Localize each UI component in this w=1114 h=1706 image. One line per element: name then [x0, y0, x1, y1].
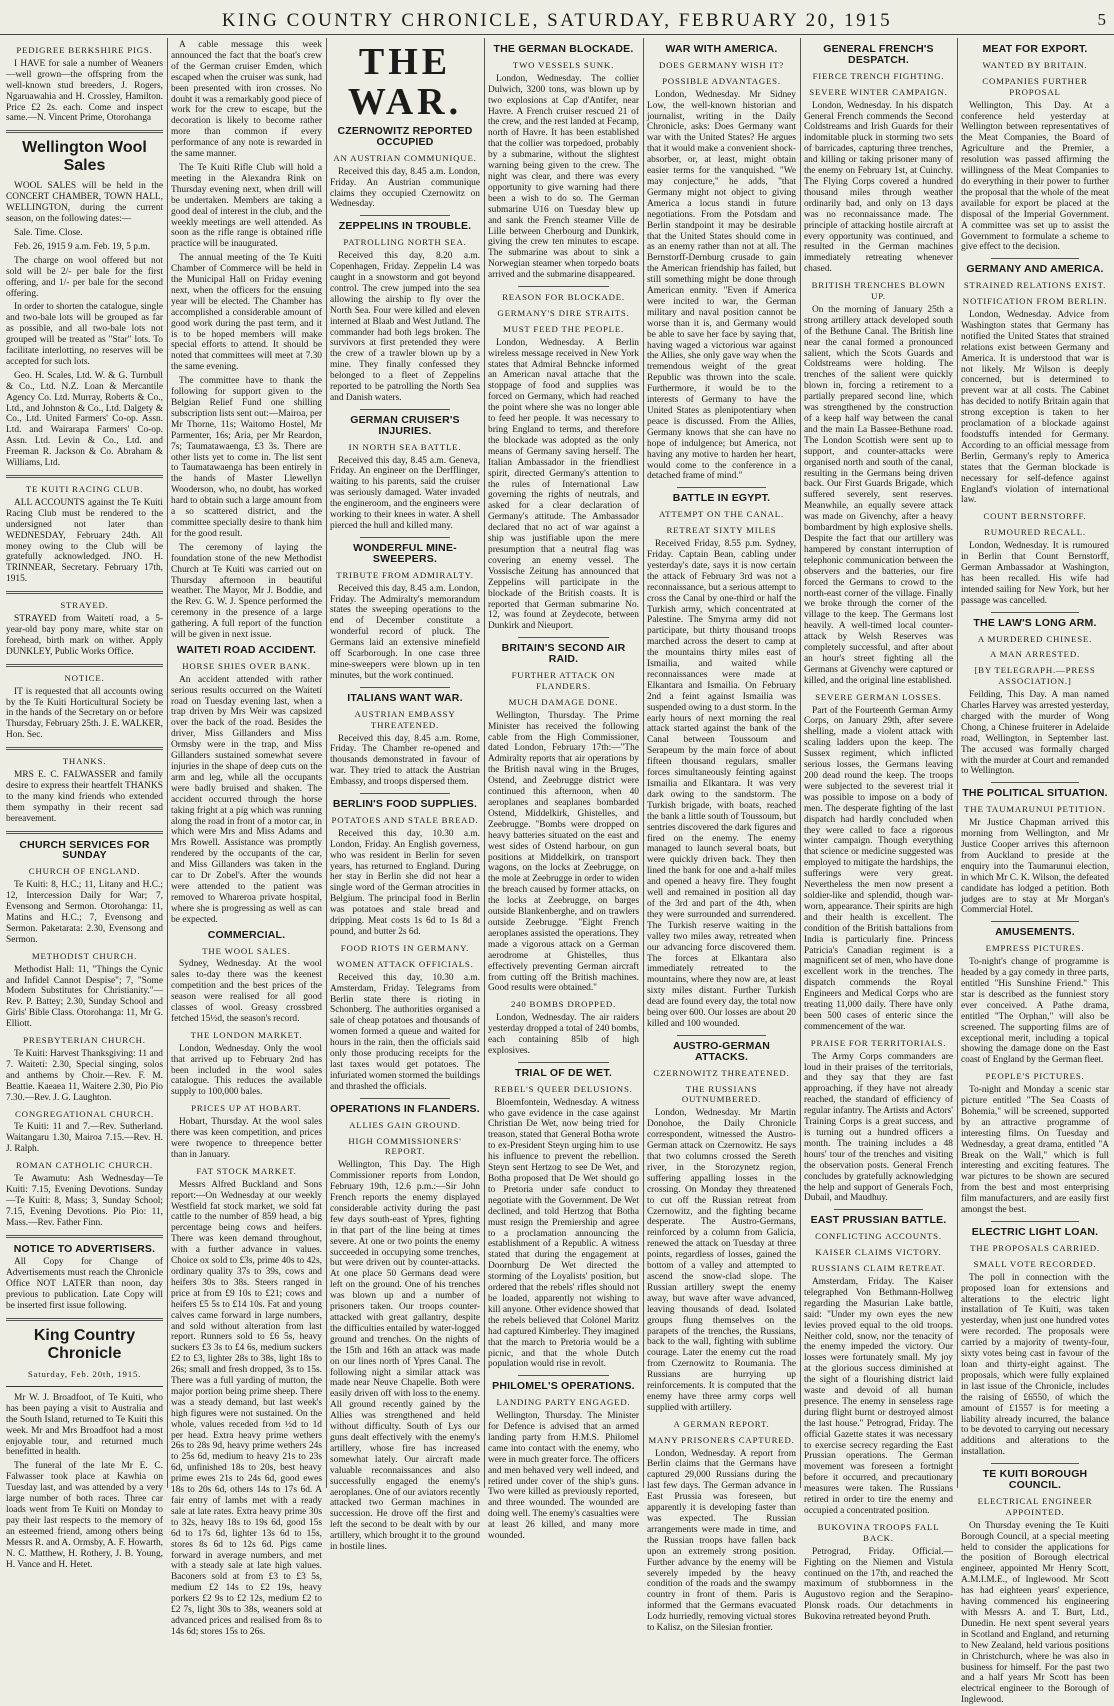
divider — [6, 1386, 163, 1387]
heading-thanks: THANKS. — [62, 756, 107, 767]
food-riots-text: Received this day, 10.30 a.m. Amsterdam, Friday. Telegrams from Berlin state there is rioting in Schonberg. The authorities organised a sale of cheap potatoes and thousands of women formed a queue and waited for hours in the rain, then the officials said only those producing receipts for the last taxes would get potatoes. The infuriated women stormed the buildings and thrashed the officials. — [330, 972, 480, 1092]
subheading-wanted-britain: WANTED BY BRITAIN. — [982, 59, 1088, 70]
political-text: Mr Justice Chapman arrived this morning from Wellington, and Mr Justice Cooper arrives this afternoon from Auckland to preside at the enquiry into the Taumarunui election, in which Mr C. K. Wilson, the defeated candidate has lodged a petition. Both judges are to stay at Mr Morgan's Commercial Hotel. — [961, 818, 1109, 916]
subheading-small-vote: SMALL VOTE RECORDED. — [973, 1258, 1097, 1269]
heading-flanders: OPERATIONS IN FLANDERS. — [330, 1102, 480, 1115]
wool-catalogue: In order to shorten the catalogue, single and two-bale lots will be grouped as far as possible, and all two-bale lots not grouped will be treated as "Star" lots. To facilitate interlotting, no reserves will be accepted for such lots. — [6, 302, 163, 367]
subheading-notification: NOTIFICATION FROM BERLIN. — [962, 296, 1108, 307]
subheading-carried: THE PROPOSALS CARRIED. — [970, 1242, 1100, 1253]
subheading-embassy: AUSTRIAN EMBASSY THREATENED. — [354, 708, 456, 730]
divider — [6, 1235, 163, 1238]
subheading-wool-sales: THE WOOL SALES. — [202, 945, 291, 956]
subheading-kaiser-claims: KAISER CLAIMS VICTORY. — [815, 1247, 942, 1258]
divider — [991, 1221, 1079, 1222]
heading-blockade: THE GERMAN BLOCKADE. — [493, 43, 634, 55]
divider — [360, 537, 450, 538]
french-despatch-text: London, Wednesday. In his dispatch General French commends the Second Coldstreams and Irish Guards for their indomitable pluck in storming two sets of barricades, capturing three trenches, and killing or taking prisoner many of the enemy on February 1st, at Cuinchy. The Flying Corps covered a hundred thousand miles through weather ordinarily bad, and only on 13 days was no reconnaissance made. The principle of attacking hostile aircraft at every opportunity was continued, and resulted in the German machines immediately retreating whenever chased. — [804, 100, 953, 275]
borough-council-text: On Thursday evening the Te Kuiti Borough Council, at a special meeting held to consider the applications for the position of Borough electrical engineer, appointed Mr Henry Scott, A.M.I.M.E., of Inglewood. Mr Scott has had eighteen years' experience, having commenced his engineering with Messrs A. and T. Burt, Ltd., Dunedin. He next spent several years in Scotland and England, and returning to New Zealand, held various positions in Christchurch, where he was also in business for himself. For the past two and a half years Mr Scott has been electrical engineer to the Borough of Inglewood. — [961, 1520, 1109, 1706]
divider — [6, 475, 163, 478]
subheading-advantages: POSSIBLE ADVANTAGES. — [662, 75, 781, 86]
divider — [6, 591, 163, 594]
subheading-catholic: ROMAN CATHOLIC CHURCH. — [15, 1160, 154, 1171]
column-rule — [484, 38, 485, 1488]
subheading-bukovina: BUKOVINA TROOPS FALL BACK. — [817, 1521, 940, 1543]
subheading-two-vessels: TWO VESSELS SUNK. — [512, 59, 615, 70]
sale-table-row: Feb. 26, 1915 9 a.m. Feb. 19, 5 p.m. — [14, 241, 150, 252]
germany-america-text: London, Wednesday. Advice from Washington states that Germany has notified the United States that strained relations exist between Germany and America. It is understood that war is not likely. Mr Wilson is deeply concerned, but is determined to prevent war at all costs. The Cabinet has decided to notify Britain again that strong exception is taken to her proclamation of a blockade against foodstuffs intended for Germany. According to an official message from Berlin, Germany's reply to America states that the German blockade is necessary for self-defence against England's violation of international law. — [961, 310, 1109, 506]
subheading-telegraph: [BY TELEGRAPH.—PRESS ASSOCIATION.] — [974, 665, 1096, 687]
heading-egypt: BATTLE IN EGYPT. — [672, 492, 771, 505]
column-7 — [961, 40, 1109, 1706]
subheading-bernstorff: COUNT BERNSTORFF. — [983, 511, 1087, 522]
heading-electric-loan: ELECTRIC LIGHT LOAN. — [971, 1226, 1099, 1238]
divider — [6, 747, 163, 750]
trenches-blown-text: On the morning of January 25th a strong artillery attack developed south of the Bethune Canal. The British line near the canal formed a pronounced salient, which the Scots Guards and Coldstreams were holding. The trenches of the salient were quickly blown in, forcing a retirement to a partially prepared second line, which was strengthened by the construction of a keep half way between the canal and the main La Bassee-Bethune road. The London Scottish were sent up to support, and counter-attacks were organised north and south of the canal, resulting in the Germans being driven back. Our First Guards Brigade, which suffered severely, sent reserves. Meanwhile, an equally severe attack was made on Givenchy, after a heavy bombardment by high explosive shells. Despite the fact that our artillery was hampered by constant interruption of telephonic communication between the observers and the batteries, our fire forced the Germans to crowd to the north-east corner of the village. Finally we broke through the corner of the village to the keep. The Germans lost heavily. A well-timed local counter-attack by Welsh Reserves was completely successful, and after about an hour's street fighting all the Germans at Givenchy were captured or killed, and the original line established. — [804, 304, 953, 686]
flanders-text: Wellington, This Day. The High Commissioner reports from London, February 19th, 12.6 p.m.:—Sir John French reports the enemy displayed considerable activity during the past few days south-east of Ypres, fighting in that part of the line being at times severe. At one or two points the enemy succeeded in occupying some trenches, but were driven out by counter-attacks. At one place 50 Germans dead were left on the ground. One of his trenches was blown up and a number of prisoners taken. Our troops counter-attacked with great gallantry, despite the difficulties entailed by water-logged ground and trenches. On the nights of the 15th and 16th an attack was made on our lines north of Ypres Canal. The following night a similar attack was made near Neuve Chapelle. Both were easily driven off with loss to the enemy. All ground recently gained by the Allies was strengthened and held without difficulty. South of Lys our guns dealt effectively with the enemy's artillery, whose fire has increased somewhat lately. Our aircraft made valuable reconnaissances and also successfully engaged the enemy's aeroplanes. One of our aviators recently attacked two German machines in succession. He drove off the first and left the second to be dealt with by our artillery, which brought it to the ground in hostile lines. — [330, 1160, 480, 1553]
congregational-text: Te Kuiti: 11 and 7.—Rev. Sutherland. Waitangaru 1.30, Mairoa 7.15.—Rev. H. J. Ralph. — [6, 1122, 163, 1155]
subheading-murdered: A MURDERED CHINESE. — [977, 633, 1093, 644]
subheading-bombs: 240 BOMBS DROPPED. — [510, 999, 617, 1010]
ad-wool-sales: WOOL SALES will be held in the CONCERT CHAMBER, TOWN HALL, WELLINGTON, during the current season, on the following dates:— — [6, 181, 163, 225]
divider — [677, 487, 766, 488]
divider — [834, 1209, 923, 1210]
subheading-admiralty: TRIBUTE FROM ADMIRALTY. — [336, 569, 474, 580]
heading-laws-arm: THE LAW'S LONG ARM. — [973, 616, 1097, 629]
subheading-territorials: PRAISE FOR TERRITORIALS. — [810, 1037, 947, 1048]
heading-czernowitz: CZERNOWITZ REPORTED OCCUPIED — [337, 125, 473, 148]
subheading-methodist: METHODIST CHURCH. — [31, 950, 138, 961]
divider — [360, 215, 450, 216]
local-funeral: The funeral of the late Mr E. C. Falwasser took place at Kawhia on Tuesday last, and was attended by a very large number of both races. Three car loads went from Te Kuiti on Monday to pay their last respects to the memory of an esteemed friend, among others being Messrs R. and A. Ormsby, A. F. Howarth, N. C. Matthew, H. Rothery, J. B. Young, H. Vance and H. Hetet. — [6, 1461, 163, 1570]
subheading-russians-claim: RUSSIANS CLAIM RETREAT. — [811, 1263, 946, 1274]
subheading-companies: COMPANIES FURTHER PROPOSAL — [982, 75, 1088, 97]
column-rule — [957, 38, 958, 1488]
page-number: 5 — [1097, 10, 1106, 29]
subheading-dire-straits: GERMANY'S DIRE STRAITS. — [497, 307, 630, 318]
heading-borough-council: TE KUITI BOROUGH COUNCIL. — [982, 1468, 1088, 1492]
divider — [518, 1375, 609, 1376]
divider — [6, 831, 163, 834]
subheading-strained: STRAINED RELATIONS EXIST. — [963, 280, 1107, 291]
subheading-wish-it: DOES GERMANY WISH IT? — [658, 59, 785, 70]
heading-mine-sweepers: WONDERFUL MINE-SWEEPERS. — [353, 541, 457, 565]
blockade-text: London, Wednesday. The collier Dulwich, 3200 tons, was blown up by two explosions at Cap d'Antifer, near Havre. A French cruiser rescued 21 of the crew, and the rest landed at Fecamp, north of Havre. It has been established that the collier was torpedoed, probably by a submarine, without the slightest warning being given to the crew. The night was clear, and there was every opportunity to give warning had there been a wish to do so. The German submarine U16 on Tuesday blew up and sank the French steamer Ville de Lille between Cherbourg and Dunkirk, giving the crew ten minutes to escape. The submarine was about to sink a Norwegian steamer when torpedo boats arrived and the submarine disappeared. — [488, 73, 639, 281]
divider — [6, 664, 163, 667]
wool-firms: Geo. H. Scales, Ltd. W. & G. Turnbull & Co., Ltd. N.Z. Loan & Mercantile Agency Co. Ltd. Murray, Roberts & Co., Ltd., and Johnston & Co., Ltd. Dalgety & Co., Ltd. United Farmers' Co-op. Assn. Ltd. and Wairarapa Farmers' Co-op. Assn. Ltd. Levin & Co., Ltd. and Freeman R. Jackson & Co. Abraham & Williams, Ltd. — [6, 370, 163, 469]
local-broadfoot: Mr W. J. Broadfoot, of Te Kuiti, who has been paying a visit to Australia and the South Island, returned to Te Kuiti this week. Mr and Mrs Broadfoot had a most enjoyable tour, and returned much benefitted in health. — [6, 1392, 163, 1458]
subheading-landing-party: LANDING PARTY ENGAGED. — [496, 1397, 631, 1408]
ad-notice: IT is requested that all accounts owing by the Te Kuiti Horticultural Society be in the hands of the Secretary on or before Thursday, February 25th. J. E. WALKER, Hon. Sec. — [6, 686, 164, 741]
local-belgian-fund: The committee have to thank the following for support given to the Belgian Relief Fund one shilling subscription lists sent out:—Mairoa, per Mr Thorne, 11s; Waitomo Hostel, Mr Parmenter, 16s; Aria, per Mr Reardon, 7s; Taumatawaenga, £3 3s. There are other lists yet to come in. The list sent to Taumatawaenga has been entirely in the hands of Master Llewellyn Wooderson, who, no doubt, has worked hard to obtain such a large amount from a so scattered district, and the committee specially desire to thank him for the good result. — [171, 376, 322, 539]
column-3 — [330, 40, 480, 1553]
heading-amusements: AMUSEMENTS. — [995, 926, 1075, 939]
subheading-engineer: ELECTRICAL ENGINEER APPOINTED. — [977, 1495, 1093, 1517]
fat-stock-text: Messrs Alfred Buckland and Sons report:—On Wednesday at our weekly Westfield fat stock market, we sold fat cattle to the number of 859 head, a big percentage being cows and heifers. There was keen demand throughout, with a further advance in values. Choice ox sold to £3s, prime 40s to 42s, ordinary quality 37s to 39s, cows and heifers 30s to 38s. Steers ranged in price at from £9 10s to £21; cows and heifers £5 5s to £14 10s. Fat and young calves came forward in large numbers, and sold without alteration from last report. Runners sold to £6 5s, heavy suckers £3 3s to £4 6s, medium suckers £2 to £3, lighter 28s to 38s, light 18s to 26s; small and fresh dropped, 3s to 15s. There was a full yarding of mutton, the major portion being prime sheep. There was a steady demand, but last week's high figures were not sustained. On the whole, values receded from ½d to 1d per head. Extra heavy prime wethers 26s to 28s 9d, heavy prime wethers 24s to 25s 6d, medium to heavy 21s to 23s 6d, unfinished 18s to 20s, best heavy prime ewes 21s to 24s 6d, good ewes 18s to 20s 6d, others 14s to 17s 6d. A fair entry of lambs met with a ready sale at late rates. Extra heavy prime 30s to 32s, heavy 18s to 19s 6d, good 15s 6d to 17s 6d, lighter 13s 6d to 15s, stores 8s 6d to 12s 6d. Pigs came forward in average numbers, and met with a steady sale at late high values. Baconers sold at from £3 to £3 5s, medium £2 14s to £2 19s, heavy porkers £2 9s to £2 12s, medium £2 to £2 7s, light 30s to 38s, weaners sold at advanced prices and realised from 8s to 14s 6d; stores 15s to 26s. — [171, 1179, 322, 1637]
heading-advertisers: NOTICE TO ADVERTISERS. — [13, 1242, 156, 1255]
column-rule — [326, 38, 327, 1488]
subheading-damage: MUCH DAMAGE DONE. — [508, 696, 619, 707]
local-methodist-church: The ceremony of laying the foundation stone of the new Methodist Church at Te Kuiti was carried out on Thursday afternoon in beautiful weather. The Mayor, Mr J. Boddie, and the Rev. G. W. J. Spence performed the ceremony in the presence of a large gathering. A full report of the function will be given in next issue. — [171, 542, 322, 641]
subheading-delusions: REBEL'S QUEER DELUSIONS. — [494, 1083, 633, 1094]
heading-racing-club: TE KUITI RACING CLUB. — [25, 484, 144, 494]
divider — [518, 286, 609, 287]
subheading-winter-campaign: SEVERE WINTER CAMPAIGN. — [809, 86, 948, 97]
sale-table-head: Sale. Time. Close. — [14, 227, 83, 238]
empress-text: To-night's change of programme is headed by a gay comedy in three parts, entitled "His Sunshine Friend." This star is described as the funniest story ever conceived. A Pathe drama, entitled "The Orphan," will also be screened. The supporting films are of exceptional merit, including a topical showing the damage done on the East coast of England by the German fleet. — [961, 957, 1109, 1066]
divider — [6, 130, 163, 133]
wool-charge: The charge on wool offered but not sold will be 2/- per bale for the first offering, and 1/- per bale for the second offering. — [6, 255, 163, 299]
german-losses-text: Part of the Fourteenth German Army Corps, on January 29th, after severe shelling, made a violent attack with scaling ladders upon the keep. The Sussex regiment, which inflicted serious losses, the Germans leaving 200 dead round the keep. The troops were subjected to the severest trial it was possible to impose on a body of men. The desperate fighting of the last dispatch had hardly concluded when they were called to face a rigorous winter campaign. Though everything that science or medicine suggested was employed to mitigate the hardships, the sufferings were very great. Nevertheless the men now present a soldier-like and splendid, though war-worn, appearance. Their spirits are high and their health is excellent. The condition of the British battalions from India is particularly fine. Princess Patricia's Canadian regiment is a magnificent set of men, who have done excellent work in the trenches. The dispatch commends the Royal Engineers and Medical Corps who are treating 11,000 daily. There have only been 500 cases of enteric since the commencement of the war. — [804, 705, 953, 1032]
electric-loan-text: The poll in connection with the proposed loan for extensions and alterations to the electric light installation of Te Kuiti, was taken yesterday, when just one hundred votes were recorded. The proposals were carried by a majority of twenty-four, sixty votes being cast in favour of the loan and thirty-eight against. The proposals, which were fully explained in last issue of the Chronicle, includes the raising of £6550, of which the amount of £1557 is for meeting a liability already incurred, the balance to be devoted to carrying out necessary additions and alterations to the installation. — [961, 1272, 1109, 1458]
bernstorff-text: London, Wednesday. It is rumoured in Berlin that Count Bernstorff, German Ambassador at Washington, has been recalled. His wife had intended sailing for New York, but her passage was cancelled. — [961, 541, 1109, 606]
subheading-prisoners: MANY PRISONERS CAPTURED. — [648, 1434, 795, 1445]
column-rule — [643, 38, 644, 1488]
the-war-heading: THE WAR. — [347, 41, 463, 123]
subheading-trench-fighting: FIERCE TRENCH FIGHTING. — [812, 70, 945, 81]
heading-wool-sales: Wellington Wool Sales — [22, 139, 147, 175]
subheading-reason: REASON FOR BLOCKADE. — [502, 292, 625, 303]
de-wet-text: Bloemfontein, Wednesday. A witness who gave evidence in the case against Christian De Wet, now being tried for treason, stated that General Botha wrote to ex-President Steyn urging him to use his influence to prevent the rebellion. Steyn sent Hertzog to see De Wet, and Botha proposed that De Wet should go to Pretoria under safe conduct to negotiate with the Government. De Wet declined, and told Hertzog that Botha must resign the Premiership and agree to a proclamation announcing the establishment of a Republic. A witness stated that during the engagement at Doornburg De Wet directed the storming of the Loyalists' position, but ordered that the rebels' rifles should not be loaded, apparently not wishing to kill anyone. Other evidence showed that the rebels believed that Colonel Maritz had captured Kimberley. They imagined that the march to Pretoria would be a picnic, and that the whole Dutch population would rise in revolt. — [488, 1097, 639, 1370]
heading-pigs: PEDIGREE BERKSHIRE PIGS. — [16, 45, 153, 55]
subheading-czernowitz-threatened: CZERNOWITZ THREATENED. — [653, 1067, 790, 1078]
ad-strayed: STRAYED from Waitetí road, a 5-year-old bay pony mare, white star on forehead, birth mark on wither. Apply DUNKLEY, Public Works Office. — [6, 614, 163, 657]
subheading-presbyterian: PRESBYTERIAN CHURCH. — [23, 1035, 146, 1046]
divider — [360, 687, 450, 688]
subheading-peoples: PEOPLE'S PICTURES. — [985, 1071, 1085, 1082]
wool-sales-text: Sydney, Wednesday. At the wool sales to-day there was the keenest competition and the best prices of the season were realised for all good classes of wool. Greasy crossbred fetched 15½d, the season's record. — [171, 959, 322, 1024]
heading-zeppelins: ZEPPELINS IN TROUBLE. — [338, 220, 472, 233]
divider — [991, 1463, 1079, 1464]
heading-war-america: WAR WITH AMERICA. — [665, 43, 778, 55]
subheading-high-commissioner: HIGH COMMISSIONERS' REPORT. — [348, 1135, 462, 1157]
column-rule — [800, 38, 801, 1488]
divider — [360, 409, 450, 410]
heading-air-raid: BRITAIN'S SECOND AIR RAID. — [501, 642, 626, 666]
subheading-london-market: THE LONDON MARKET. — [190, 1029, 303, 1040]
accident-text: An accident attended with rather serious results occurred on the Waitetí road on Tuesday evening last, when a trap driven by Mrs Weir was capsized over the back of the road. Besides the driver, Miss Gillanders and Miss Ormsby were in the trap, and Miss Gillanders sustained somewhat severe injuries in the shape of deep cuts on the arm and leg, while all the occupants were badly bruised and shaken. The accident occurred through the horse taking fright at a pig which was running along the road in front of a motor car, in which were Mrs and Miss Adams and Mrs Rowell. Assistance was promptly rendered by the occupants of the car, and Miss Gillanders was taken in the car to Dr Zobel's. After the wounds were attended to the patient was removed to Whareroa private hospital, where she is progressing as well as can be expected. — [171, 674, 322, 925]
subheading-congregational: CONGREGATIONAL CHURCH. — [15, 1108, 154, 1119]
divider — [991, 921, 1079, 922]
ad-pigs: I HAVE for sale a number of Weaners—well grown—the offspring from the well-known stud breeders, J. Rogers, Ngaruawahia and H. Crossley, Hamilton. Price £2 2s. each. Come and inspect same.—N. Vincent Prime, Otorohanga — [6, 58, 163, 124]
heading-philomel: PHILOMEL'S OPERATIONS. — [492, 1380, 635, 1393]
subheading-horse-shies: HORSE SHIES OVER BANK. — [182, 660, 311, 671]
subheading-retreat: RETREAT SIXTY MILES — [666, 525, 777, 536]
local-emden: A cable message this week announced the fact that the boat's crew of the German cruiser Emden, which escaped when the cruiser was sunk, had been presented with iron crosses. No doubt it was a remarkably good piece of work for the crew to escape, but the decoration is likely to become rather more than common if every performance of any note is rewarded in the same manner. — [171, 40, 322, 160]
heading-berlin-food: BERLIN'S FOOD SUPPLIES. — [332, 798, 478, 811]
heading-east-prussian: EAST PRUSSIAN BATTLE. — [810, 1214, 947, 1227]
divider — [991, 612, 1079, 613]
subheading-austrian: AN AUSTRIAN COMMUNIQUE. — [333, 152, 477, 163]
territorials-text: The Army Corps commanders are loud in their praises of the territorials, and they say that they are fast approaching, if they have not already reached, the standard of efficiency of regular infantry. The Artists and Actors' Training Corps is a great success, and is turning out a hundred officers a month. The training includes a 48 hours' tour of the trenches and visiting the observation posts. General French concludes by gratefully acknowledging the help and support of Generals Foch, Dubail, and Maudhuy. — [804, 1051, 953, 1204]
ad-racing-club: ALL ACCOUNTS against the Te Kuiti Racing Club must be rendered to the undersigned not later than WEDNESDAY, February 24th. All money owing to the Club will be gratefully acknowledged. JNO. H. TRINNEAR, Secretary. February 17th, 1915. — [6, 497, 163, 585]
egypt-text: Received Friday, 8.55 p.m. Sydney, Friday. Captain Bean, cabling under yesterday's date, says it is now certain the attack of February 3rd was not a reconnaissance, but a serious attempt to cross the Canal by one-third or half the Turkish army, which concentrated at Palestine. The Smyrna army did not participate, but thirty thousand troops marched across the desert to camp at the mountains thirty miles east of Ismailia, and waited while reconnaissances were made at Elkantara and Ismailia. On February 2nd a feint against Ismailia was suspended owing to a dust storm. In the early hours of next morning the real attack started against the bank of the Canal between Toussoum and Serapeum by the main force of about fifteen thousand regulars, smaller forces simultaneously feinting against Ismailia and Elkantara. It was very dark owing to the sandstorm. The Turkish brigade, with boats, reached the bank a little south of Toussoum, but sentries discovered the dark figures and fired on the enemy. The enemy managed to launch several boats, but were quickly driven back. They then lined the bank for one and a-half miles and opened a heavy fire. They fought well and remained in position all day of the 3rd and part of the 4th, when they were surrounded and surrendered. The Turkish reserve waiting in the valley two miles away, retreated when our advancing force discovered them. The forces at Elkantara also immediately retreated to the mountains, where they now are, at least sixty miles distant. Further Turkish dead are found every day, the total now being over 600. Our losses are about 20 killed and 100 wounded. — [647, 539, 796, 1029]
divider — [518, 1062, 609, 1063]
mine-sweepers-text: Received this day, 8.45 a.m. London, Friday. The Admiralty's memorandum states the sweeping operations to the end of December constitute a wonderful record of pluck. The Germans laid an extensive minefield off Scarborough. In one case three mine-sweepers were blown up in ten minutes, but the work continued. — [330, 583, 480, 681]
heading-italians: ITALIANS WANT WAR. — [347, 691, 463, 704]
masthead-title: KING COUNTRY CHRONICLE, SATURDAY, FEBRUARY 20, 1915 — [221, 10, 893, 31]
divider — [991, 782, 1079, 783]
ad-thanks: MRS E. C. FALWASSER and family desire to express their heartfelt THANKS to the many kind friends who extended them sympathy in their recent sad bereavement. — [6, 770, 163, 824]
zeppelins-text: Received this day, 8.20 a.m. Copenhagen, Friday. Zeppelin L4 was caught in a snowstorm and got beyond control. The crew jumped into the sea allowing the airship to fly over the North Sea. Four were killed and eleven interned at Blaab and West Jutland. The commander had both legs broken. The survivors at first pretended they were the crew of a trawler blown up by a mine. They finally confessed they belonged to a fleet of Zeppelins reported to be patrolling the North Sea and Danish waters. — [330, 251, 480, 403]
subheading-hobart: PRICES UP AT HOBART. — [191, 1103, 302, 1114]
german-report-text: London, Wednesday. A report from Berlin claims that the Germans have captured 29,000 Russians during the last few days. The German advance in East Prussia was foreseen, but apparently it is developing faster than was expected. The Russian arrangements were made in time, and the Russian troops have fallen back upon an extremely strong position. Further advance by the enemy will be severely impeded by the heavy condition of the roads and the swampy country in front of them. Paris is informed that the Germans evacuated Lodz hurriedly, removing victual stores to Kalisz, on the Silesian frontier. — [647, 1448, 796, 1634]
subheading-women-attack: WOMEN ATTACK OFFICIALS. — [336, 958, 474, 969]
subheading-german-losses: SEVERE GERMAN LOSSES. — [815, 691, 942, 702]
heading-cruiser: GERMAN CRUISER'S INJURIES. — [350, 413, 460, 437]
heading-road-accident: WAITETI ROAD ACCIDENT. — [176, 643, 317, 656]
italians-text: Received this day, 8.45 a.m. Rome, Friday. The Chamber re-opened and thousands demonstrated in favour of war. They tried to attack the Austrian Embassy, and troops dispersed them. — [330, 733, 480, 788]
column-4 — [488, 40, 639, 1542]
subheading-fat-stock: FAT STOCK MARKET. — [196, 1165, 297, 1176]
column-5 — [647, 40, 796, 1634]
paper-nameplate: King Country Chronicle — [33, 1327, 136, 1362]
presbyterian-text: Te Kuiti: Harvest Thanksgiving: 11 and 7. Waitetí: 2.30, Special singing, solos and anthems by Choir.—Rev. F. M. Beattie. Kaeaea 11, Waitere 2.30, Pio Pio 7.30.—Rev. J. G. Laughton. — [6, 1048, 163, 1103]
subheading-further-attack: FURTHER ATTACK ON FLANDERS. — [511, 670, 616, 691]
subheading-potatoes: POTATOES AND STALE BREAD. — [331, 814, 479, 825]
cruiser-text: Received this day, 8.45 a.m. Geneva, Friday. An engineer on the Derfflinger, waiting to his parents, said the cruiser was seriously damaged. Water invaded the engineroom, and the engineers were working to their knees in water. A shell pierced the hull and killed many. — [330, 455, 480, 531]
heading-germany-america: GERMANY AND AMERICA. — [966, 263, 1104, 276]
philomel-text: Wellington, Thursday. The Minister for Defence is advised that an armed landing party from H.M.S. Philomel came into contact with the enemy, who were in much greater force. The officers and men behaved very well indeed, and retired under cover of the ship's guns. Two were killed as previously reported, and three wounded. The wounded are doing well. The enemy's casualties were at least 26 killed, and many more wounded. — [488, 1411, 639, 1542]
heading-commercial: COMMERCIAL. — [207, 928, 286, 941]
local-rifle-club: The Te Kuiti Rifle Club will hold a meeting in the Alexandra Rink on Thursday evening next, when drill will be undertaken. Members are taking a good deal of interest in the club, and the weekly meetings are well attended. As soon as the rifle range is obtained rifle practice will be inaugurated. — [171, 162, 322, 250]
methodist-text: Methodist Hall: 11, "Things the Cynic and Infidel Cannot Despise"; 7, "Some Modern Substitutes for Christianity."—Rev. P. Battey; 2.30, Sunday School and Girls' Bible Class. Otorohanga: 11, Mr G. Elliott. — [6, 964, 163, 1030]
column-6 — [804, 40, 953, 1623]
divider — [6, 1318, 163, 1321]
subheading-allies-gain: ALLIES GAIN GROUND. — [349, 1119, 461, 1130]
berlin-food-text: Received this day, 10.30 a.m. London, Friday. An English governess, who was resident in Berlin for seven years, has returned to England. During her stay in Berlin she did not hear a single word of the German atrocities in Belgium. The principal food in Berlin was potatoes and stale bread and dripping. Meat costs 1s 6d to 1s 8d a pound, and butter 2s 6d. — [330, 828, 480, 937]
local-chamber: The annual meeting of the Te Kuiti Chamber of Commerce will be held in the Municipal Hall on Friday evening next, when the officers for the ensuing year will be elected. The Chamber has accomplished a considerable amount of good work during the past term, and it is to be hoped members will make special efforts to attend. It should be noted that committees will meet at 7.30 the same evening. — [171, 253, 322, 373]
column-2 — [171, 40, 322, 1637]
subheading-empress: EMPRESS PICTURES. — [985, 943, 1085, 954]
meat-export-text: Wellington, This Day. At a conference held yesterday at Wellington between representatives of the Meat Companies, the Board of Agriculture and the Premier, a resolution was passed affirming the willingness of the Meat Companies to do everything in their power to further the proposal that the whole of the meat available for export be placed at the disposal of the Imperial Government. A committee was set up to assist the Government to formulate a scheme to give effect to the decision. — [961, 100, 1109, 253]
divider — [991, 258, 1079, 259]
subheading-arrested: A MAN ARRESTED. — [990, 649, 1080, 660]
reason-text: London, Wednesday. A Berlin wireless message received in New York states that Admiral Behncke informed an American naval attache that the stoppage of food and supplies was forced on Germany, which had reached the point where she was no longer able to feed her people. It was necessary to bring England to terms, and therefore the blockade was adopted as the only means of Germany saving herself. The Italian Ambassador in the friendliest spirit, directed Germany's attention to the rules of International Law governing the rights of neutrals, and asked for a clear declaration of Germany's attitude. The Ambassador declared that no act of war against a ship was justifiable upon the mere presumption that a neutral flag was covering an enemy vessel. The Vossische Zeitung has announced that Zeppelins will participate in the blockade of the British coasts. It is reported that German submarine No. 12, was found at Zeydecote, between Dunkirk and Nieuport. — [488, 337, 639, 632]
austro-german-text: London, Wednesday. Mr Martin Donohoe, the Daily Chronicle correspondent, witnessed the Austro-German attack on Czernowitz. He says that two columns crossed the Sereth river, in the Storozynetz region, suffering appalling losses in the crossing. On Monday they threatened to cut off the Russian retreat from Czernowitz, and the fighting became desperate. The Austro-Germans, reinforced by a column from Galicia, renewed the attack on Tuesday at three points, regardless of losses, gained the bottom of a valley and attempted to ascend the snow-clad slope. The Russian artillery swept the enemy away, but wave after wave advanced, leaving thousands of dead. Isolated groups flung themselves on the parapets of the trenches, the Russians, back to the wall, fighting with sublime courage. Later the enemy cut the road from Czernowitz to Roumania. The Russians are hurrying up reinforcements. It is computed that the enemy have three army corps well supplied with artillery. — [647, 1108, 796, 1413]
war-america-text: London, Wednesday. Mr Sidney Low, the well-known historian and journalist, writing in the Daily Chronicle, asks: Does Germany want war with the United States? He argues that it would make a convenient shock-absorber, or, at least, might obtain easier terms for the vanquished. "We may conjecture," he adds, "that Germany might not object to giving America a locus standi in future negotiations. From the Potsdam and Berlin standpoint it may be desirable that the United States should come in as an enemy rather than not at all. The Bernstorff-Dernburg crusade to gain the American friendship has failed, but still something might be done through American enmity. "Even if America were incited to war, the German military and naval position cannot be worse than it is, and Germany would be able to save her face by saying that, having waged a victorious war against the Allies, she only gave way when the tremendous weight of the great Republic was thrown into the scale. Furthermore, it would be to the interests of Germany to have the United States as plenipotentiary when peace is discussed. From the Allies, Germany knows that she can have no hope of indulgence; but America, not having any motive to harden her heart, would come to the conference in a detached frame of mind." — [647, 89, 796, 482]
masthead — [0, 0, 1114, 35]
heading-meat-export: MEAT FOR EXPORT. — [982, 43, 1088, 55]
divider — [360, 793, 450, 794]
laws-arm-text: Feilding, This Day. A man named Charles Harvey was arrested yesterday, charged with the murder of Wong Chong, a Chinese fruiterer in Adelaide road, Wellington, in September last. The accused was formally charged with the murder at Court and remanded to Wellington. — [961, 690, 1109, 777]
column-1 — [6, 40, 164, 1570]
column-rule — [167, 38, 168, 1488]
advertisers-text: All Copy for Change of Advertisements must reach the Chronicle Office NOT LATER than noon, day previous to publication. Late Copy will be inserted first issue following. — [6, 1257, 163, 1312]
divider — [518, 637, 609, 638]
subheading-feed-people: MUST FEED THE PEOPLE. — [502, 323, 625, 334]
subheading-conflicting: CONFLICTING ACCOUNTS. — [815, 1231, 942, 1242]
subheading-petition: THE TAUMARUNUI PETITION. — [964, 804, 1106, 815]
subheading-german-report: A GERMAN REPORT. — [673, 1418, 770, 1429]
peoples-text: To-night and Monday a scenic star picture entitled "The Sea Coasts of Bohemia," will be screened, supported by an attractive programme of interesting films. On Tuesday and Wednesday, a great drama, entitled "A Break on the Wall," which is full interesting and exciting features. The war pictures to be shown are secured from the best and most enterprising film manufacturers, and are easily first amongst the best. — [961, 1085, 1109, 1216]
heading-notice: NOTICE. — [64, 672, 105, 683]
subheading-trenches-blown: BRITISH TRENCHES BLOWN UP. — [811, 280, 946, 302]
heading-church-services: CHURCH SERVICES FOR SUNDAY — [19, 838, 150, 862]
bukovina-text: Petrograd, Friday. Official.—Fighting on the Niemen and Vistula continued on the 17th, and reached the maximum of stubbornness in the Augustovo region and the Serapino-Plonsk roads. Our detachments in Bukovina retreated beyond Pruth. — [804, 1546, 953, 1623]
heading-political: THE POLITICAL SITUATION. — [962, 787, 1108, 800]
subheading-canal: ATTEMPT ON THE CANAL. — [659, 509, 784, 520]
heading-austro-german: AUSTRO-GERMAN ATTACKS. — [672, 1039, 771, 1063]
heading-strayed: STRAYED. — [60, 600, 109, 611]
subheading-food-riots: FOOD RIOTS IN GERMANY. — [340, 942, 470, 953]
heading-de-wet: TRIAL OF DE WET. — [515, 1066, 612, 1079]
church-england-text: Te Kuiti: 8, H.C.; 11, Litany and H.C.; 12, Intercession Daily for War; 7, Evensong and Sermon. Otorohanga: 11, Matins and H.C.; 7, Evensong and Sermon. Paketarata: 2.30, Evensong and Sermon. — [6, 880, 163, 945]
air-raid-text: Wellington, Thursday. The Prime Minister has received the following cable from the High Commissioner, dated London, February 17th:—"The Admiralty reports that air operations by the British naval wing in the Bruges, Ostend, and Zeebrugge district were continued this afternoon, when 40 aeroplanes and seaplanes bombarded Ostend, Middelkirk, Ghistelles, and Zeebrugge. "Bombs were dropped on heavy batteries situated on the east and west sides of Ostend harbour, on gun positions at Middelkirk, on transport wagons, on the locks at Zeebrugge, on the mole at Zeebrugge in order to widen the breach caused by former attacks, on the locks at Zeebrugge, on barges outside Blankenberghe, and on trawlers outside Zeebrugge. "Eight French aeroplanes assisted the operations. They made a vigorous attack on a German aerodrome at Ghistelles, thus effectively preventing German aircraft from cutting off the British machines. Good results were obtained." — [488, 710, 639, 994]
east-prussian-text: Amsterdam, Friday. The Kaiser telegraphed Von Bethmann-Hollweg regarding the Masurian Lake battle, said: "Under my own eyes the new levies proved equal to the old troops. Neither cold, snow, nor the tenacity of the enemy impeded the victory. Our losses were fortunately small. My joy at the glorious success diminished at the sight of a flourishing district laid waste and devoid of all human presence. The enemy in senseless rage during flight burnt or destroyed almost the last house." Petrograd, Friday. The official Gazette states it was necessary to exercise secrecy regarding the East Prussian operations. The German movement was foreseen a fortnight before it occurred, and precautionary measures were taken. The Russians retired in order to tire the enemy and occupied a concentrated position. — [804, 1276, 953, 1516]
divider — [677, 1035, 766, 1036]
subheading-outnumbered: THE RUSSIANS OUTNUMBERED. — [681, 1083, 762, 1105]
london-market-text: London, Wednesday. Only the wool that arrived up to February 2nd has been included in the wool sales catalogue. This reduces the available supply to 100,000 bales. — [171, 1043, 322, 1098]
czernowitz-text: Received this day, 8.45 a.m. London, Friday. An Austrian communique claims they occupied Czernowitz on Wednesday. — [330, 166, 480, 210]
subheading-recall: RUMOURED RECALL. — [984, 527, 1086, 538]
paper-date: Saturday, Feb. 20th, 1915. — [27, 1369, 142, 1379]
bombs-text: London, Wednesday. The air raiders yesterday dropped a total of 240 bombs, each containing 85lb of high explosives. — [488, 1013, 639, 1056]
catholic-text: Te Awamutu: Ash Wednesday—Te Kuiti: 7.15, Evening Devotions. Sunday—Te Kuiti: 8, Mass; 3, Sunday School; 7.15, Evening Devotions. Pio Pio: 11, Mass.—Rev. Father Finn. — [6, 1174, 163, 1228]
heading-french-despatch: GENERAL FRENCH'S DESPATCH. — [823, 43, 934, 66]
hobart-text: Hobart, Thursday. At the wool sales there was keen competition, and prices were twopence to threepence better than in January. — [171, 1117, 322, 1160]
divider — [360, 1098, 450, 1099]
subheading-church-england: CHURCH OF ENGLAND. — [28, 866, 141, 877]
subheading-north-sea: IN NORTH SEA BATTLE. — [348, 441, 462, 452]
subheading-patrolling: PATROLLING NORTH SEA. — [343, 237, 467, 248]
